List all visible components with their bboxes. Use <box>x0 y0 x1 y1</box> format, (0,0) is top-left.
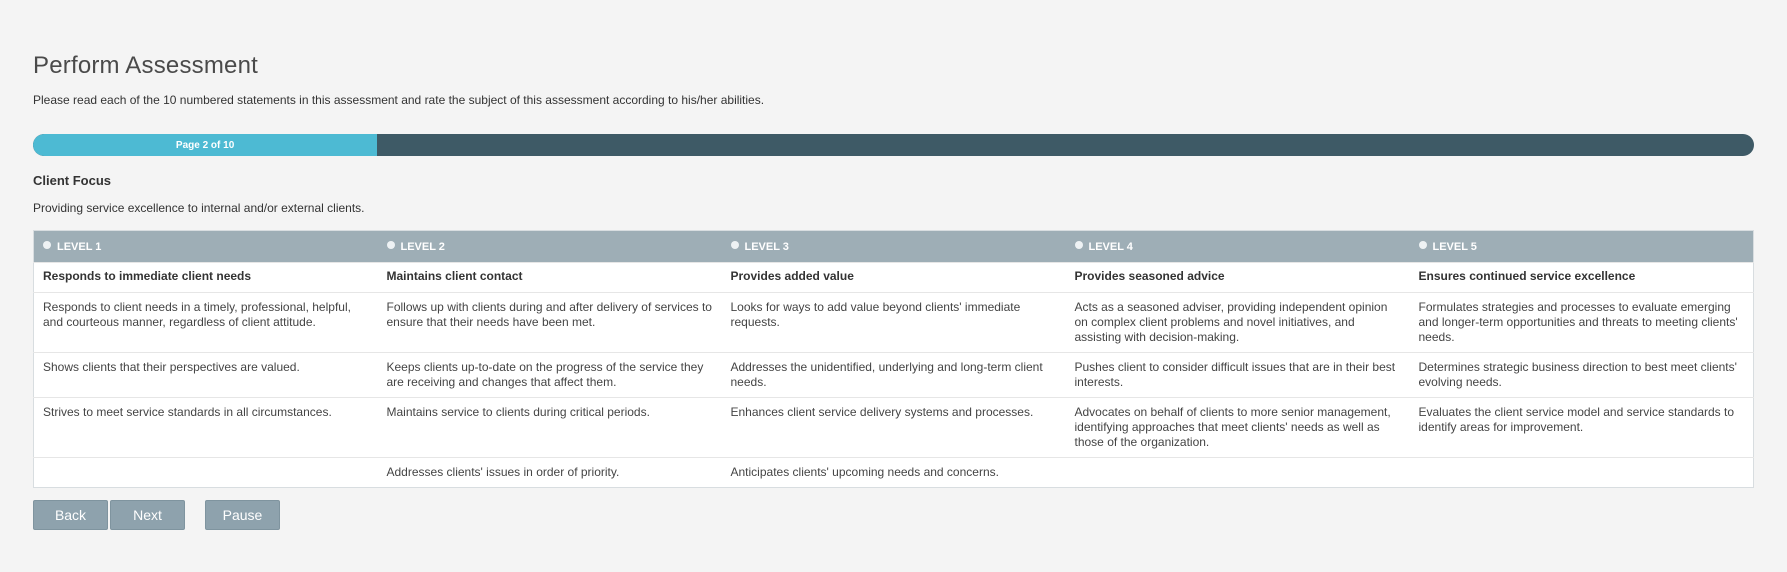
behavior-cell: Keeps clients up-to-date on the progress of the service they are receiving and changes that affect them. <box>378 353 722 398</box>
behavior-cell <box>1410 458 1754 488</box>
behavior-cell: Shows clients that their perspectives are valued. <box>34 353 378 398</box>
radio-icon[interactable] <box>43 241 51 249</box>
page-title: Perform Assessment <box>33 52 259 79</box>
behavior-cell: Anticipates clients' upcoming needs and concerns. <box>722 458 1066 488</box>
behavior-cell: Acts as a seasoned adviser, providing independent opinion on complex client problems and novel initiatives, and assisting with decision-making. <box>1066 293 1410 353</box>
progress-bar <box>33 134 1754 156</box>
level-header-row <box>34 231 1754 263</box>
level-heading: Ensures continued service excellence <box>1410 263 1754 293</box>
table-row <box>34 398 1754 458</box>
level-label: LEVEL 3 <box>744 240 789 253</box>
behavior-cell: Advocates on behalf of clients to more senior management, identifying approaches that meet clients' needs as well as those of the organization. <box>1066 398 1410 458</box>
behavior-cell: Addresses the unidentified, underlying and long-term client needs. <box>722 353 1066 398</box>
competency-description: Providing service excellence to internal and/or external clients. <box>33 201 365 215</box>
radio-icon[interactable] <box>1075 241 1083 249</box>
progress-fill <box>33 134 377 156</box>
table-row <box>34 458 1754 488</box>
radio-icon[interactable] <box>387 241 395 249</box>
navigation-buttons <box>33 500 1754 530</box>
behavior-cell: Pushes client to consider difficult issues that are in their best interests. <box>1066 353 1410 398</box>
behavior-cell: Enhances client service delivery systems and processes. <box>722 398 1066 458</box>
table-row <box>34 353 1754 398</box>
level-table <box>33 230 1754 488</box>
level-heading: Maintains client contact <box>378 263 722 293</box>
back-button[interactable]: Back <box>33 500 108 530</box>
behavior-cell: Looks for ways to add value beyond clients' immediate requests. <box>722 293 1066 353</box>
behavior-cell <box>1066 458 1410 488</box>
behavior-cell: Addresses clients' issues in order of priority. <box>378 458 722 488</box>
level-option-2[interactable] <box>378 231 722 263</box>
behavior-cell: Strives to meet service standards in all circumstances. <box>34 398 378 458</box>
level-label: LEVEL 4 <box>1088 240 1133 253</box>
behavior-cell: Formulates strategies and processes to evaluate emerging and longer-term opportunities and threats to meeting clients' needs. <box>1410 293 1754 353</box>
progress-label: Page 2 of 10 <box>175 139 235 151</box>
behavior-cell <box>34 458 378 488</box>
level-option-5[interactable] <box>1410 231 1754 263</box>
level-heading: Provides added value <box>722 263 1066 293</box>
level-heading: Responds to immediate client needs <box>34 263 378 293</box>
level-label: LEVEL 2 <box>400 240 445 253</box>
pause-button[interactable]: Pause <box>205 500 280 530</box>
level-label: LEVEL 1 <box>57 240 102 253</box>
level-option-4[interactable] <box>1066 231 1410 263</box>
level-heading: Provides seasoned advice <box>1066 263 1410 293</box>
behavior-cell: Determines strategic business direction to best meet clients' evolving needs. <box>1410 353 1754 398</box>
radio-icon[interactable] <box>731 241 739 249</box>
radio-icon[interactable] <box>1419 241 1427 249</box>
behavior-cell: Evaluates the client service model and service standards to identify areas for improvement. <box>1410 398 1754 458</box>
competency-title: Client Focus <box>33 173 112 188</box>
level-label: LEVEL 5 <box>1432 240 1477 253</box>
next-button[interactable]: Next <box>110 500 185 530</box>
behavior-cell: Responds to client needs in a timely, professional, helpful, and courteous manner, regardless of client attitude. <box>34 293 378 353</box>
table-row <box>34 293 1754 353</box>
level-option-3[interactable] <box>722 231 1066 263</box>
behavior-cell: Maintains service to clients during critical periods. <box>378 398 722 458</box>
behavior-cell: Follows up with clients during and after delivery of services to ensure that their needs have been met. <box>378 293 722 353</box>
level-option-1[interactable] <box>34 231 378 263</box>
page-intro: Please read each of the 10 numbered statements in this assessment and rate the subject of this assessment according to his/her abilities. <box>33 93 765 107</box>
level-heading-row <box>34 263 1754 293</box>
